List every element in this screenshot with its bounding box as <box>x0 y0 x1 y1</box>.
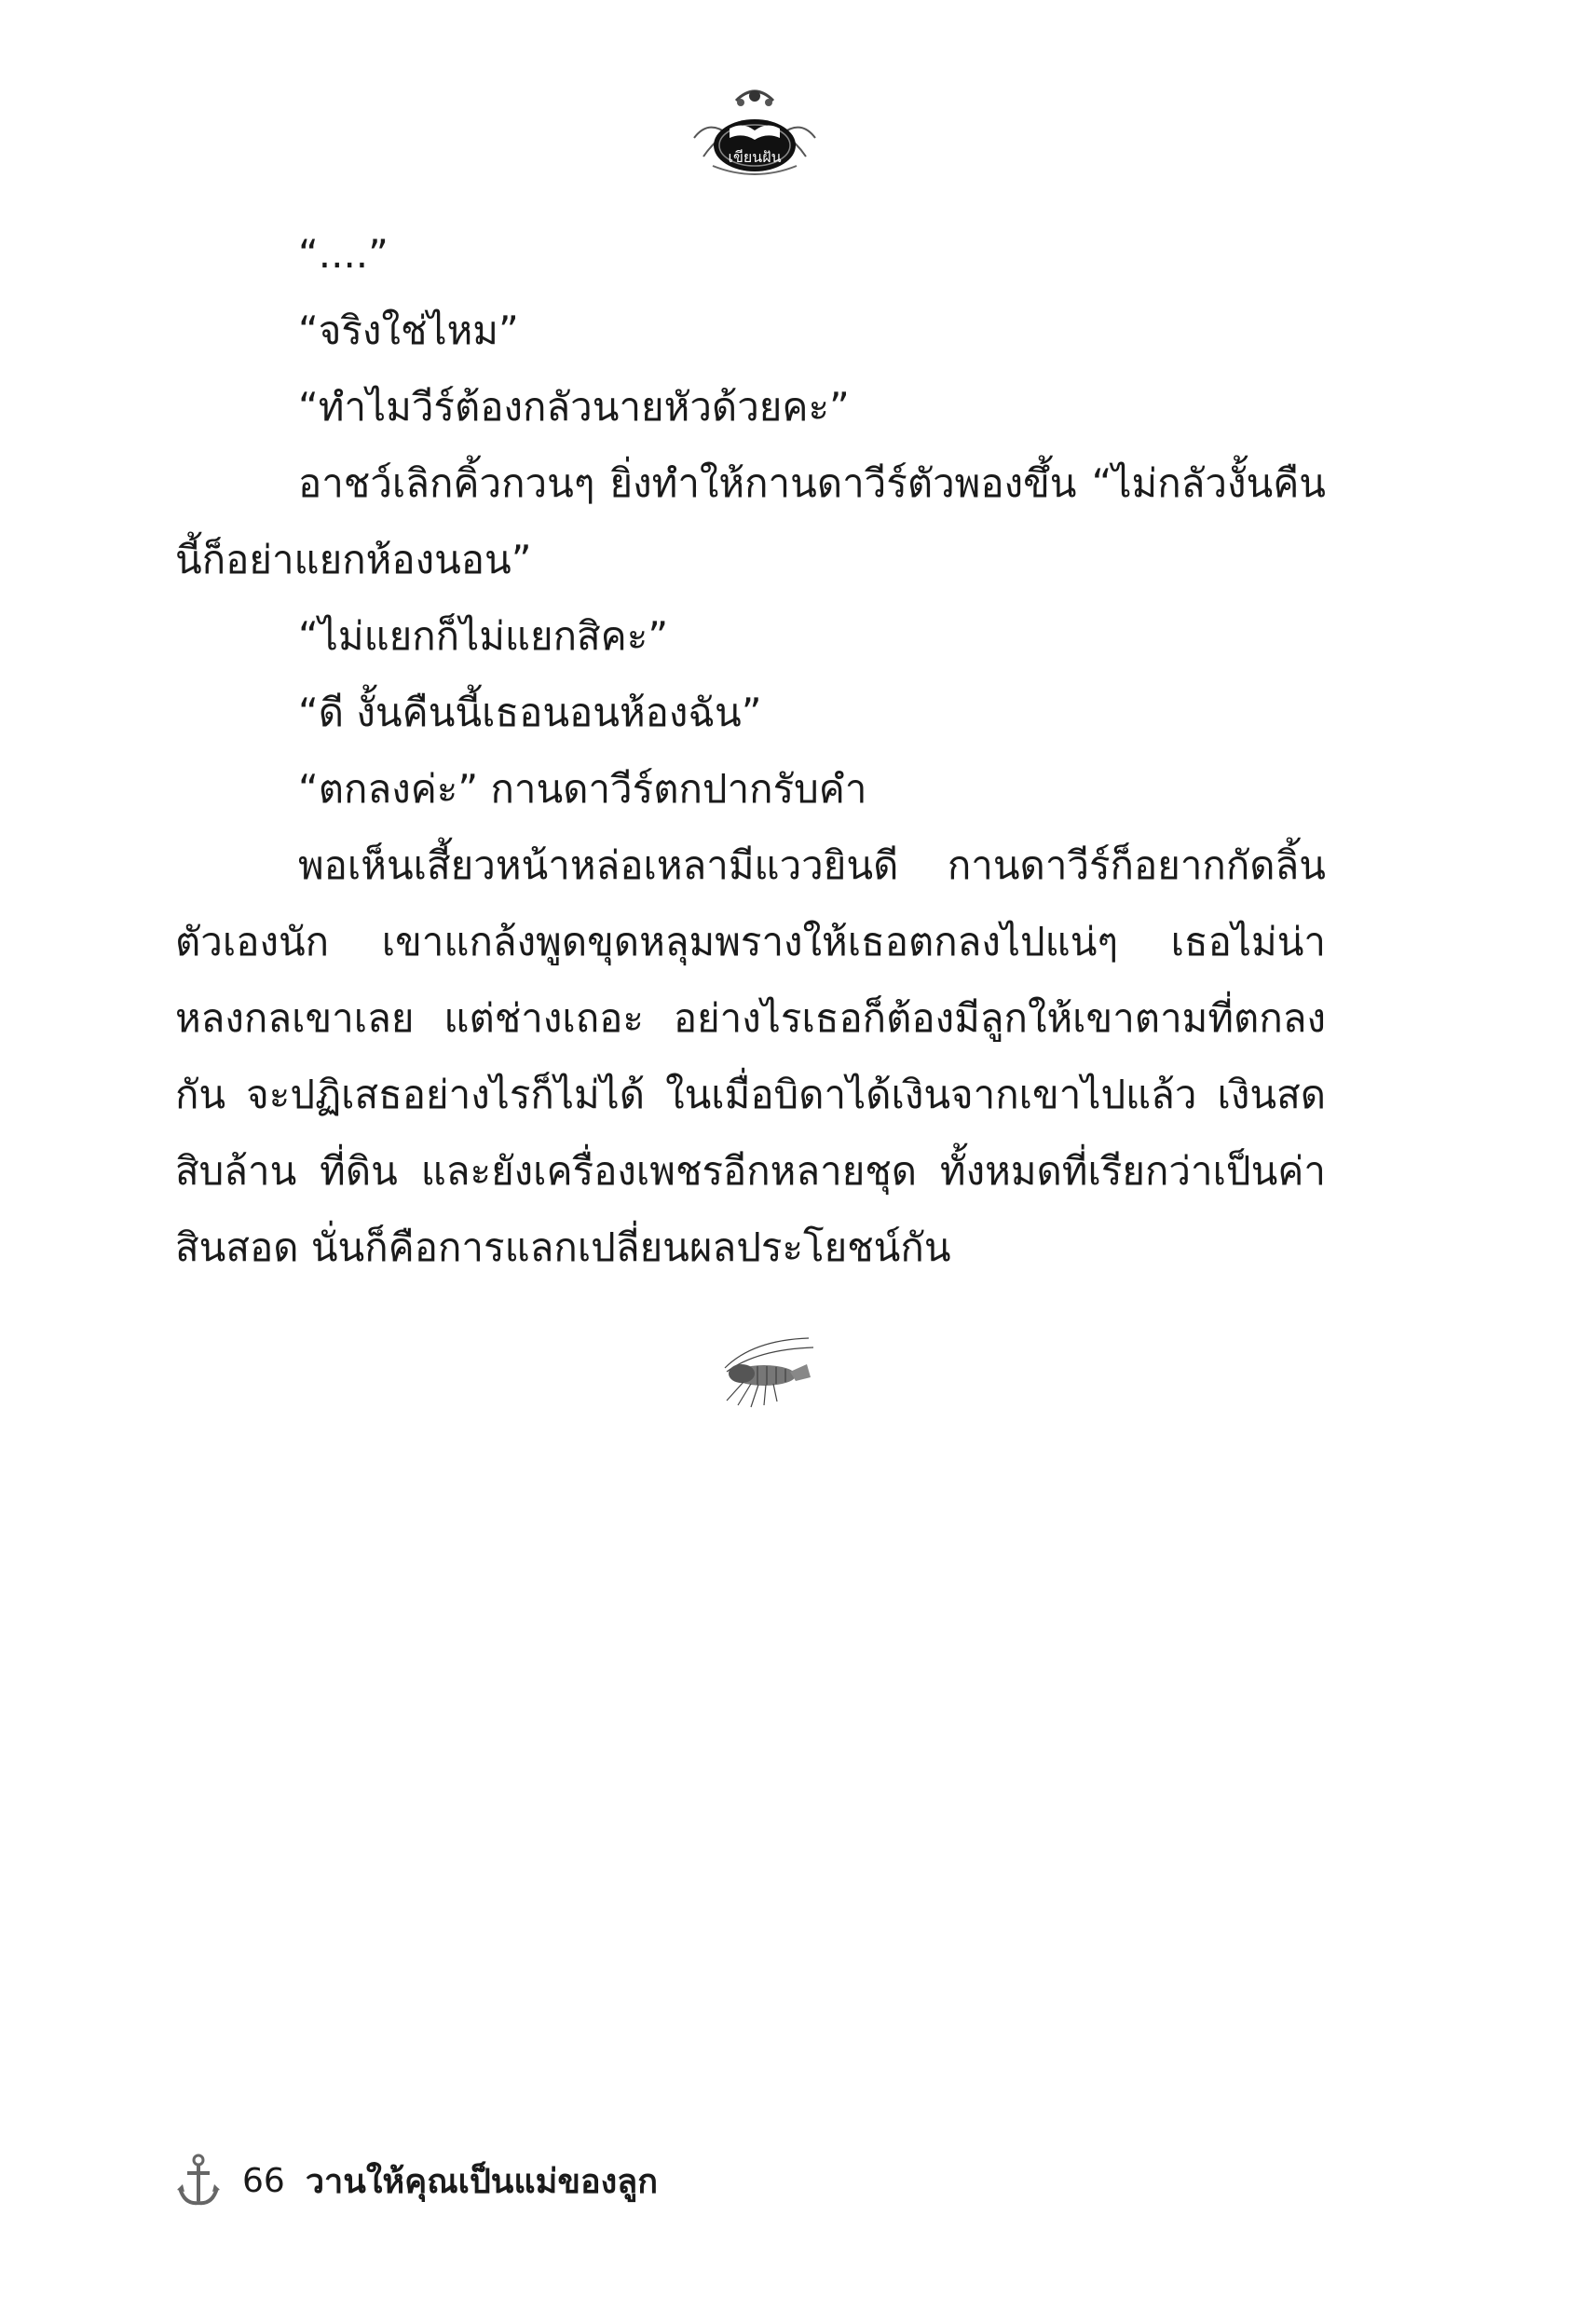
paragraph: “....” <box>298 231 389 277</box>
page-number: 66 <box>242 2161 285 2200</box>
paragraph: “ตกลงค่ะ” กานดาวีร์ตกปากรับคำ <box>298 766 867 812</box>
lobster-ornament-icon <box>706 1331 818 1415</box>
publisher-logo-text: เขียนฝัน <box>728 148 782 166</box>
paragraph: “ทำไมวีร์ต้องกลัวนายหัวด้วยคะ” <box>298 384 850 430</box>
paragraph: “จริงใช่ไหม” <box>298 308 519 353</box>
book-title: วานให้คุณเป็นแม่ของลูก <box>305 2162 659 2201</box>
story-text <box>175 216 1326 1286</box>
paragraph: พอเห็นเสี้ยวหน้าหล่อเหลามีแววยินดี กานดาวีร์ก็อยากกัดลิ้นตัวเองนัก เขาแกล้งพูดขุดหลุมพรางให้เธอตกลงไปแน่ๆ เธอไม่น่าหลงกลเขาเลย แต่ช่างเถอะ อย่างไรเธอก็ต้องมีลูกให้เขาตามที่ตกลงกัน จะปฏิเสธอย่างไรก็ไม่ได้ ในเมื่อบิดาได้เงินจากเขาไปแล้ว เงินสดสิบล้าน ที่ดิน และยังเครื่องเพชรอีกหลายชุด ทั้งหมดที่เรียกว่าเป็นค่าสินสอด นั่นก็คือการแลกเปลี่ยนผลประโยชน์กัน <box>175 842 1326 1270</box>
paragraph: “ไม่แยกก็ไม่แยกสิคะ” <box>298 613 669 659</box>
anchor-icon <box>175 2153 222 2208</box>
paragraph: “ดี งั้นคืนนี้เธอนอนห้องฉัน” <box>298 690 762 735</box>
paragraph: อาชว์เลิกคิ้วกวนๆ ยิ่งทำให้กานดาวีร์ตัวพองขึ้น “ไม่กลัวงั้นคืนนี้ก็อย่าแยกห้องนอน” <box>175 460 1326 582</box>
page-footer <box>175 2153 658 2208</box>
publisher-logo-icon <box>685 82 825 180</box>
